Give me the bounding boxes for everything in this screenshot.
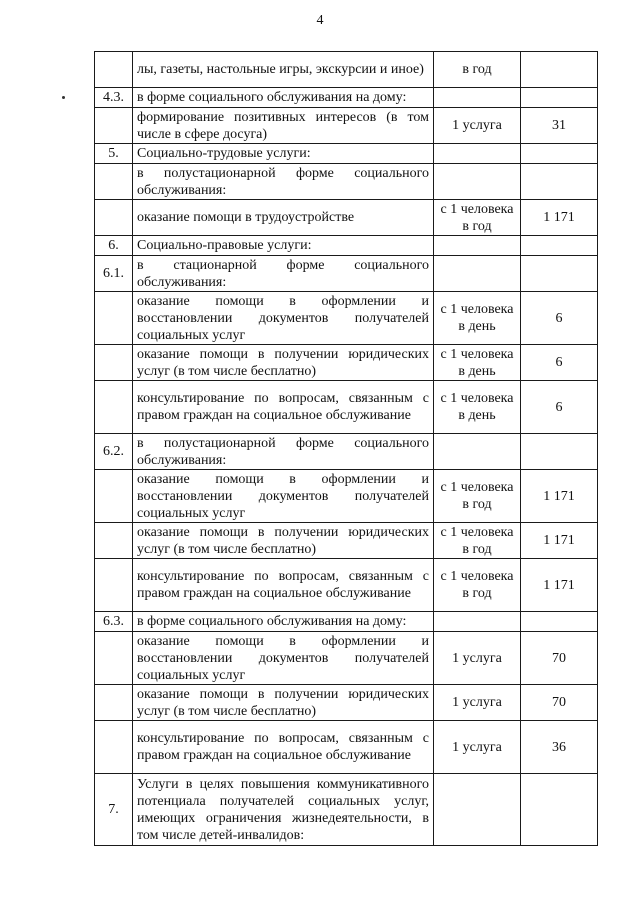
row-number: 6.2. xyxy=(95,434,133,470)
service-unit xyxy=(434,612,521,632)
row-number: 5. xyxy=(95,144,133,164)
row-number xyxy=(95,632,133,685)
service-unit xyxy=(434,434,521,470)
table-row xyxy=(95,292,598,345)
service-description: формирование позитивных интересов (в том числе в сфере досуга) xyxy=(133,108,434,144)
service-unit: 1 услуга xyxy=(434,632,521,685)
service-description: оказание помощи в получении юридических услуг (в том числе бесплатно) xyxy=(133,685,434,721)
service-description: в форме социального обслуживания на дому: xyxy=(133,88,434,108)
row-number xyxy=(95,685,133,721)
service-description: в форме социального обслуживания на дому: xyxy=(133,612,434,632)
table-row xyxy=(95,88,598,108)
service-description: в полустационарной форме социального обслуживания: xyxy=(133,164,434,200)
service-value: 1 171 xyxy=(521,523,598,559)
service-unit: с 1 человека в день xyxy=(434,292,521,345)
row-number xyxy=(95,52,133,88)
service-unit: с 1 человека в год xyxy=(434,523,521,559)
service-unit: 1 услуга xyxy=(434,108,521,144)
service-description: лы, газеты, настольные игры, экскурсии и иное) xyxy=(133,52,434,88)
service-unit xyxy=(434,144,521,164)
service-description: оказание помощи в оформлении и восстановлении документов получателей социальных услуг xyxy=(133,470,434,523)
service-description: оказание помощи в оформлении и восстановлении документов получателей социальных услуг xyxy=(133,632,434,685)
table-row xyxy=(95,345,598,381)
table-row xyxy=(95,685,598,721)
row-number xyxy=(95,292,133,345)
service-value xyxy=(521,434,598,470)
service-value: 6 xyxy=(521,345,598,381)
table-row xyxy=(95,256,598,292)
row-number: 6.1. xyxy=(95,256,133,292)
table-row xyxy=(95,612,598,632)
service-description: оказание помощи в оформлении и восстановлении документов получателей социальных услуг xyxy=(133,292,434,345)
service-unit xyxy=(434,256,521,292)
table-row xyxy=(95,774,598,846)
service-description: в полустационарной форме социального обслуживания: xyxy=(133,434,434,470)
service-unit: с 1 человека в год xyxy=(434,200,521,236)
row-number xyxy=(95,721,133,774)
service-unit xyxy=(434,164,521,200)
service-description: консультирование по вопросам, связанным с правом граждан на социальное обслуживание xyxy=(133,559,434,612)
service-unit: 1 услуга xyxy=(434,721,521,774)
service-value: 70 xyxy=(521,685,598,721)
service-description: Услуги в целях повышения коммуникативного потенциала получателей социальных услуг, имеющих ограничения жизнедеятельности, в том числе детей-инвалидов: xyxy=(133,774,434,846)
table-row xyxy=(95,144,598,164)
row-number: 7. xyxy=(95,774,133,846)
service-value xyxy=(521,164,598,200)
service-unit xyxy=(434,236,521,256)
service-unit: в год xyxy=(434,52,521,88)
service-description: консультирование по вопросам, связанным с правом граждан на социальное обслуживание xyxy=(133,381,434,434)
service-description: в стационарной форме социального обслуживания: xyxy=(133,256,434,292)
service-value: 6 xyxy=(521,292,598,345)
service-value xyxy=(521,88,598,108)
scan-dot xyxy=(62,96,65,99)
table-row xyxy=(95,559,598,612)
service-value xyxy=(521,612,598,632)
row-number xyxy=(95,200,133,236)
table-row xyxy=(95,164,598,200)
service-value: 6 xyxy=(521,381,598,434)
table-row xyxy=(95,523,598,559)
service-unit: с 1 человека в день xyxy=(434,381,521,434)
row-number xyxy=(95,559,133,612)
service-value xyxy=(521,256,598,292)
row-number xyxy=(95,345,133,381)
page-number: 4 xyxy=(316,13,324,28)
service-description: оказание помощи в трудоустройстве xyxy=(133,200,434,236)
row-number xyxy=(95,108,133,144)
service-value: 31 xyxy=(521,108,598,144)
table-row xyxy=(95,470,598,523)
table-row xyxy=(95,381,598,434)
service-description: оказание помощи в получении юридических услуг (в том числе бесплатно) xyxy=(133,523,434,559)
service-description: консультирование по вопросам, связанным с правом граждан на социальное обслуживание xyxy=(133,721,434,774)
row-number xyxy=(95,381,133,434)
table-row xyxy=(95,632,598,685)
table-row xyxy=(95,434,598,470)
table-row xyxy=(95,200,598,236)
service-value xyxy=(521,236,598,256)
table-row xyxy=(95,52,598,88)
row-number xyxy=(95,523,133,559)
service-unit: с 1 человека в год xyxy=(434,559,521,612)
row-number: 6.3. xyxy=(95,612,133,632)
row-number xyxy=(95,470,133,523)
table-row xyxy=(95,108,598,144)
service-value: 1 171 xyxy=(521,559,598,612)
row-number: 4.3. xyxy=(95,88,133,108)
service-description: оказание помощи в получении юридических услуг (в том числе бесплатно) xyxy=(133,345,434,381)
service-unit: с 1 человека в день xyxy=(434,345,521,381)
service-value: 36 xyxy=(521,721,598,774)
service-description: Социально-трудовые услуги: xyxy=(133,144,434,164)
service-unit xyxy=(434,88,521,108)
row-number xyxy=(95,164,133,200)
service-value xyxy=(521,144,598,164)
service-value: 70 xyxy=(521,632,598,685)
service-unit: с 1 человека в год xyxy=(434,470,521,523)
table-row xyxy=(95,721,598,774)
service-value: 1 171 xyxy=(521,200,598,236)
service-unit: 1 услуга xyxy=(434,685,521,721)
service-value: 1 171 xyxy=(521,470,598,523)
service-description: Социально-правовые услуги: xyxy=(133,236,434,256)
row-number: 6. xyxy=(95,236,133,256)
service-unit xyxy=(434,774,521,846)
service-value xyxy=(521,52,598,88)
service-value xyxy=(521,774,598,846)
table-row xyxy=(95,236,598,256)
services-table xyxy=(94,51,598,846)
